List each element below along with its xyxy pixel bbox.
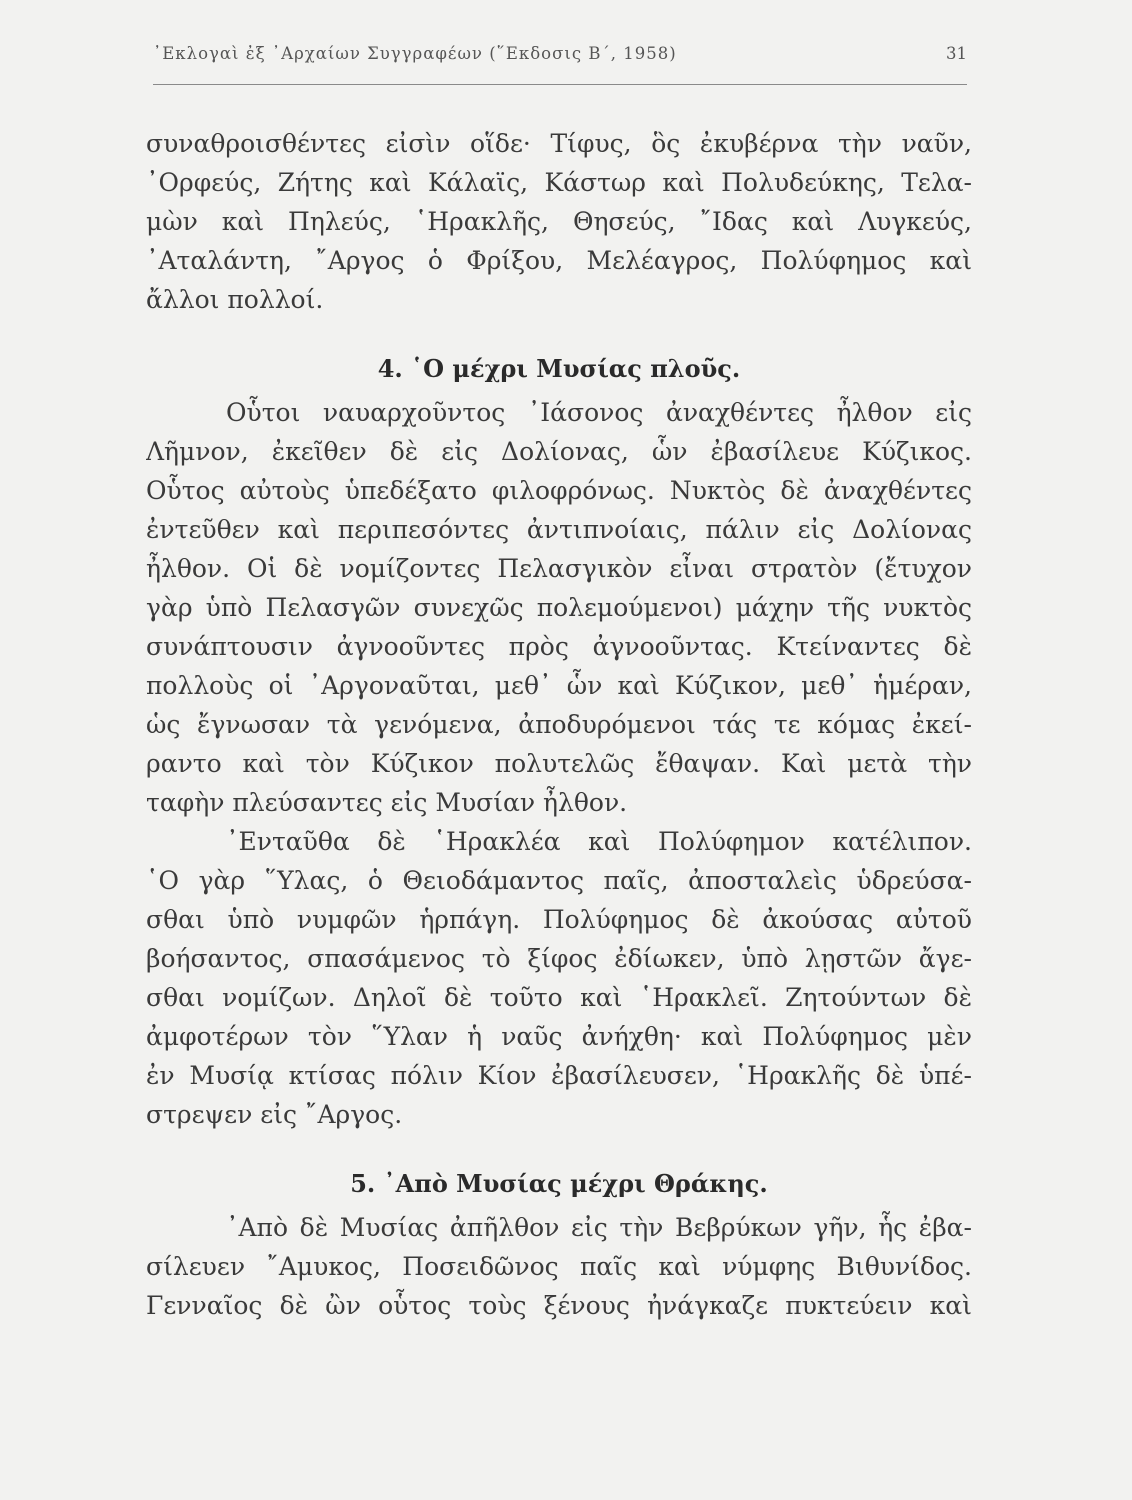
text-line: ἦλθον. Οἱ δὲ νομίζοντες Πελασγικὸν εἶναι στρατὸν (ἔτυχον bbox=[146, 554, 972, 583]
paragraph bbox=[146, 822, 972, 1134]
text-line: ὡς ἔγνωσαν τὰ γενόμενα, ἀποδυρόμενοι τάς τε κόμας ἐκεί- bbox=[146, 710, 972, 739]
text-line: Οὗτος αὐτοὺς ὑπεδέξατο φιλοφρόνως. Νυκτὸς δὲ ἀναχθέντες bbox=[146, 476, 972, 505]
paragraph bbox=[146, 1208, 972, 1325]
paragraph bbox=[146, 124, 972, 319]
text-line: ᾿Ενταῦθα δὲ ῾Ηρακλέα καὶ Πολύφημον κατέλιπον. bbox=[226, 827, 972, 856]
text-line: συνάπτουσιν ἀγνοοῦντες πρὸς ἀγνοοῦντας. Κτείναντες δὲ bbox=[146, 632, 972, 661]
running-header bbox=[153, 44, 967, 84]
text-line: ἄλλοι πολλοί. bbox=[146, 285, 324, 314]
text-line: ῾Ο γὰρ ῞Υλας, ὁ Θειοδάμαντος παῖς, ἀποσταλεὶς ὑδρεύσα- bbox=[146, 866, 972, 895]
page-body bbox=[146, 124, 972, 1325]
text-line: Λῆμνον, ἐκεῖθεν δὲ εἰς Δολίονας, ὧν ἐβασίλευε Κύζικος. bbox=[146, 437, 972, 466]
text-line: συναθροισθέντες εἰσὶν οἵδε· Τίφυς, ὃς ἐκυβέρνα τὴν ναῦν, bbox=[146, 129, 972, 158]
text-line: βοήσαντος, σπασάμενος τὸ ξίφος ἐδίωκεν, ὑπὸ λῃστῶν ἄγε- bbox=[146, 944, 972, 973]
page-number: 31 bbox=[946, 44, 967, 63]
text-line: σθαι ὑπὸ νυμφῶν ἡρπάγη. Πολύφημος δὲ ἀκούσας αὐτοῦ bbox=[146, 905, 972, 934]
section-heading: 4. ῾Ο μέχρι Μυσίας πλοῦς. bbox=[377, 354, 741, 383]
text-line: ᾿Απὸ δὲ Μυσίας ἀπῆλθον εἰς τὴν Βεβρύκων γῆν, ἧς ἐβα- bbox=[226, 1213, 972, 1242]
text-line: Γενναῖος δὲ ὢν οὗτος τοὺς ξένους ἠνάγκαζε πυκτεύειν καὶ bbox=[146, 1291, 972, 1320]
text-line: σθαι νομίζων. Δηλοῖ δὲ τοῦτο καὶ ῾Ηρακλεῖ. Ζητούντων δὲ bbox=[146, 983, 972, 1012]
section-heading: 5. ᾿Απὸ Μυσίας μέχρι Θράκης. bbox=[350, 1169, 768, 1198]
text-line: ἐν Μυσίᾳ κτίσας πόλιν Κίον ἐβασίλευσεν, ῾Ηρακλῆς δὲ ὑπέ- bbox=[146, 1061, 972, 1090]
text-line: στρεψεν εἰς ῎Αργος. bbox=[146, 1100, 403, 1129]
text-line: ᾿Ορφεύς, Ζήτης καὶ Κάλαϊς, Κάστωρ καὶ Πολυδεύκης, Τελα- bbox=[146, 168, 972, 197]
text-line: Οὗτοι ναυαρχοῦντος ᾿Ιάσονος ἀναχθέντες ἦλθον εἰς bbox=[226, 398, 972, 427]
text-line: ταφὴν πλεύσαντες εἰς Μυσίαν ἦλθον. bbox=[146, 788, 628, 817]
text-line: γὰρ ὑπὸ Πελασγῶν συνεχῶς πολεμούμενοι) μάχην τῆς νυκτὸς bbox=[146, 593, 972, 622]
header-title: ᾿Εκλογαὶ ἐξ ᾿Αρχαίων Συγγραφέων (῞Εκδοσις Β΄, 1958) bbox=[153, 44, 677, 63]
header-rule bbox=[153, 84, 967, 85]
text-line: ᾿Αταλάντη, ῎Αργος ὁ Φρίξου, Μελέαγρος, Πολύφημος καὶ bbox=[146, 246, 972, 275]
text-line: σίλευεν ῎Αμυκος, Ποσειδῶνος παῖς καὶ νύμφης Βιθυνίδος. bbox=[146, 1252, 972, 1281]
text-line: ραντο καὶ τὸν Κύζικον πολυτελῶς ἔθαψαν. Καὶ μετὰ τὴν bbox=[146, 749, 972, 778]
text-line: ἀμφοτέρων τὸν ῞Υλαν ἡ ναῦς ἀνήχθη· καὶ Πολύφημος μὲν bbox=[146, 1022, 972, 1051]
text-line: πολλοὺς οἱ ᾿Αργοναῦται, μεθ᾿ ὧν καὶ Κύζικον, μεθ᾿ ἡμέραν, bbox=[146, 671, 972, 700]
paragraph bbox=[146, 393, 972, 822]
text-line: ἐντεῦθεν καὶ περιπεσόντες ἀντιπνοίαις, πάλιν εἰς Δολίονας bbox=[146, 515, 972, 544]
text-line: μὼν καὶ Πηλεύς, ῾Ηρακλῆς, Θησεύς, ῎Ιδας καὶ Λυγκεύς, bbox=[146, 207, 972, 236]
